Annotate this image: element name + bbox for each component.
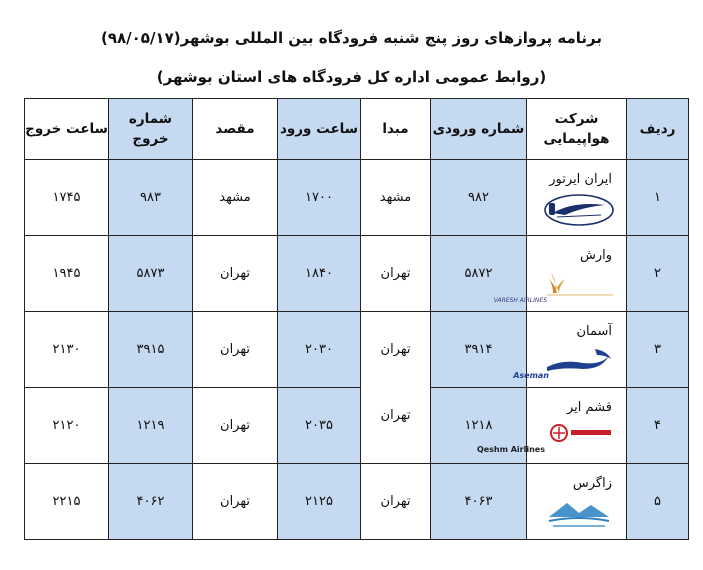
arrival-number: ۴۰۶۳ <box>431 464 527 540</box>
table-row <box>25 388 689 464</box>
destination: تهران <box>193 236 278 312</box>
flight-schedule-table <box>24 98 689 540</box>
header-row-number: ردیف <box>627 99 689 160</box>
departure-time: ۲۱۲۰ <box>25 388 109 464</box>
departure-time: ۱۷۴۵ <box>25 160 109 236</box>
header-destination: مقصد <box>193 99 278 160</box>
airline-name: وارش <box>579 248 612 263</box>
airline-cell <box>513 312 627 388</box>
origin: تهران <box>361 378 431 454</box>
row-number: ۵ <box>627 464 689 540</box>
aseman-logo <box>513 345 615 380</box>
departure-number: ۹۸۳ <box>109 160 193 236</box>
departure-time: ۲۲۱۵ <box>25 464 109 540</box>
origin: تهران <box>361 312 431 388</box>
header-arrival-time: ساعت ورود <box>278 99 361 160</box>
table-row <box>25 160 689 236</box>
airline-name: قشم ایر <box>567 400 612 415</box>
row-number: ۳ <box>627 312 689 388</box>
qeshm-air-logo-text: Qeshm Airlines <box>476 445 545 454</box>
destination: تهران <box>193 464 278 540</box>
departure-number: ۱۲۱۹ <box>109 388 193 464</box>
origin: تهران <box>361 236 431 312</box>
destination: تهران <box>193 312 278 388</box>
origin: تهران <box>361 464 431 540</box>
airline-name: زاگرس <box>572 476 612 491</box>
departure-number: ۴۰۶۲ <box>109 464 193 540</box>
header-departure-number: شماره خروج <box>109 99 193 160</box>
arrival-number: ۳۹۱۴ <box>431 312 527 388</box>
varesh-logo <box>493 269 615 304</box>
page-title: برنامه پروازهای روز پنج شنبه فرودگاه بین المللی بوشهر(۹۸/۰۵/۱۷) <box>100 29 602 47</box>
departure-number: ۳۹۱۵ <box>109 312 193 388</box>
airline-name: ایران ایرتور <box>549 172 612 187</box>
arrival-number: ۵۸۷۲ <box>431 236 527 312</box>
origin: مشهد <box>361 160 431 236</box>
arrival-time: ۲۰۳۰ <box>278 312 361 388</box>
departure-number: ۵۸۷۳ <box>109 236 193 312</box>
iran-airtour-logo <box>543 193 615 227</box>
varesh-logo-text: VARESH AIRLINES <box>493 297 547 304</box>
header-airline: شرکت هواپیمایی <box>527 99 627 160</box>
airline-cell <box>527 464 627 540</box>
table-row <box>25 464 689 540</box>
qeshm-air-logo <box>476 421 615 455</box>
page-subtitle: (روابط عمومی اداره کل فرودگاه های استان بوشهر) <box>156 68 547 86</box>
arrival-time: ۲۱۲۵ <box>278 464 361 540</box>
arrival-time: ۲۰۳۵ <box>278 388 361 464</box>
airline-cell <box>527 160 627 236</box>
destination: تهران <box>193 388 278 464</box>
arrival-time: ۱۷۰۰ <box>278 160 361 236</box>
zagros-logo <box>543 497 615 531</box>
row-number: ۲ <box>627 236 689 312</box>
aseman-logo-text: Aseman <box>513 371 549 380</box>
header-arrival-number: شماره ورودی <box>431 99 527 160</box>
destination: مشهد <box>193 160 278 236</box>
table-row <box>25 236 689 312</box>
header-departure-time: ساعت خروج <box>25 99 109 160</box>
airline-cell <box>493 236 627 312</box>
arrival-time: ۱۸۴۰ <box>278 236 361 312</box>
departure-time: ۱۹۴۵ <box>25 236 109 312</box>
arrival-number: ۱۲۱۸ <box>431 388 527 464</box>
table-row <box>25 312 689 388</box>
arrival-number: ۹۸۲ <box>431 160 527 236</box>
table-header-row <box>25 99 689 160</box>
row-number: ۱ <box>627 160 689 236</box>
departure-time: ۲۱۳۰ <box>25 312 109 388</box>
row-number: ۴ <box>627 388 689 464</box>
airline-name: آسمان <box>576 324 612 339</box>
header-origin: مبدا <box>361 99 431 160</box>
